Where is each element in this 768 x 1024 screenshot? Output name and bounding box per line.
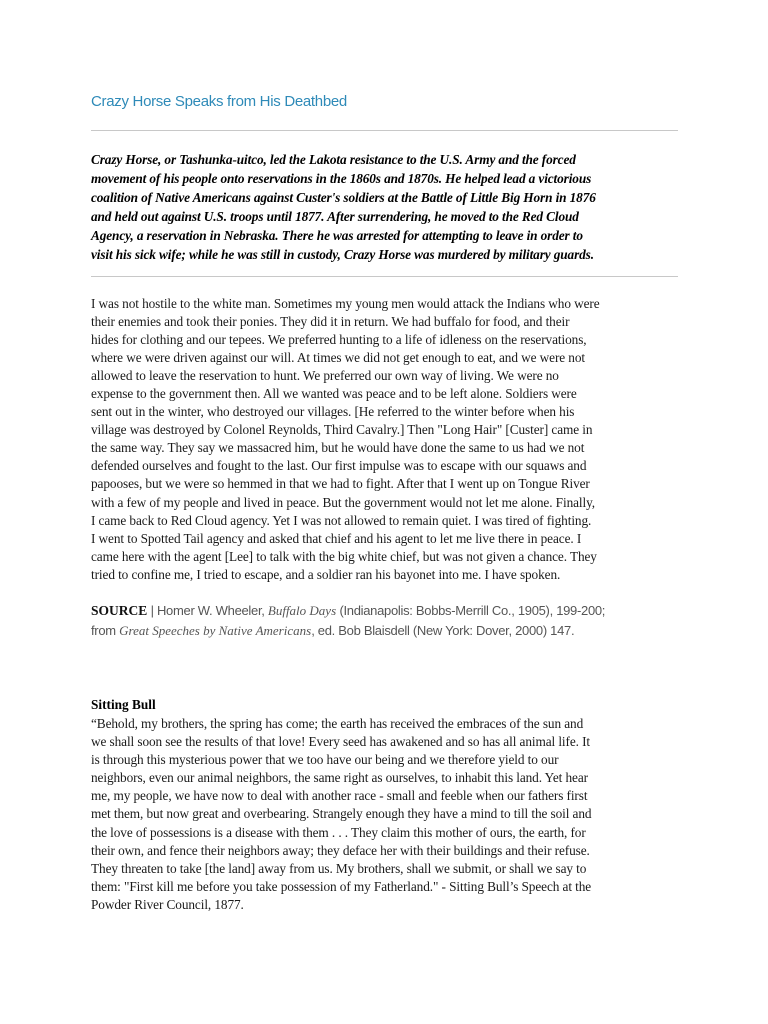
sitting-bull-line: Powder River Council, 1877. [91,896,244,912]
intro-line: Crazy Horse, or Tashunka-uitco, led the Lakota resistance to the U.S. Army and the forced [91,152,576,167]
intro-divider [91,276,678,277]
sitting-bull-speech [91,715,681,914]
document-title: Crazy Horse Speaks from His Deathbed [91,93,347,110]
source-separator: | [147,603,157,618]
source-label: SOURCE [91,603,148,618]
sitting-bull-line: met them, but now great and overbearing. Strangely enough they have a mind to till the soil and [91,806,592,822]
sitting-bull-line: them: "First kill me before you take possession of my Fatherland." - Sitting Bull’s Speech at the [91,878,592,894]
intro-line: and held out against U.S. troops until 1877. After surrendering, he moved to the Red Cloud [91,209,579,224]
speech-line: with a few of my people and lived in peace. But the government would not let me alone. Finally, [91,494,596,510]
source-from: from [91,623,120,638]
title-divider [91,130,678,131]
speech-line: allowed to leave the reservation to hunt. We preferred our own way of living. We were no [91,368,559,384]
source-line [91,621,681,641]
speech-line: defended ourselves and fought to the last. Our first impulse was to escape with our squaws and [91,458,587,474]
speech-line: where we were driven against our will. At times we did not get enough to eat, and we were not [91,350,585,366]
speech-line: came here with the agent [Lee] to talk with the big white chief, but was not given a chance. They [91,548,597,564]
source-anthology-publication: , ed. Bob Blaisdell (New York: Dover, 2000) 147. [311,623,575,638]
source-author: Homer W. Wheeler, [156,603,268,618]
speech-line: their enemies and took their ponies. They did it in return. We had buffalo for food, and their [91,314,570,330]
intro-line: movement of his people onto reservations in the 1860s and 1870s. He helped lead a victorious [91,171,592,186]
speech-line: sent out in the winter, who destroyed our villages. [He referred to the winter before when his [91,404,575,420]
intro-line: Agency, a reservation in Nebraska. There he was arrested for attempting to leave in order to [91,228,583,243]
source-publication: (Indianapolis: Bobbs-Merrill Co., 1905), 199-200; [336,603,606,618]
speech-line: papooses, but we were so hemmed in that we had to fight. After that I went up on Tongue River [91,476,590,492]
speech-line: tried to confine me, I tried to escape, and a soldier ran his bayonet into me. I have spoken. [91,566,561,582]
speech-line: hides for clothing and our tepees. We preferred hunting to a life of idleness on the reservations, [91,332,587,348]
speech-line: I came back to Red Cloud agency. Yet I was not allowed to remain quiet. I was tired of fighting. [91,512,592,528]
source-citation [91,601,681,641]
speech-line: I was not hostile to the white man. Sometimes my young men would attack the Indians who were [91,296,600,311]
source-line [91,601,681,621]
speech-line: the same way. They say we massacred him, but he would have done the same to us had we not [91,440,585,456]
sitting-bull-line: “Behold, my brothers, the spring has come; the earth has received the embraces of the sun and [91,716,584,731]
source-anthology-title: Great Speeches by Native Americans [119,623,312,638]
sitting-bull-line: neighbors, even our animal neighbors, the same right as ourselves, to inhabit this land. Yet hear [91,770,588,786]
intro-paragraph [91,150,678,264]
speech-line: I went to Spotted Tail agency and asked that chief and his agent to let me live there in peace. I [91,530,582,546]
sitting-bull-line: we shall soon see the results of that love! Every seed has awakened and so has all animal life. It [91,734,591,750]
intro-line: coalition of Native Americans against Custer's soldiers at the Battle of Little Big Horn in 1876 [91,190,596,205]
sitting-bull-line: is through this mysterious power that we too have our being and we therefore yield to our [91,752,559,768]
sitting-bull-line: the love of possessions is a disease with them . . . They claim this mother of ours, the earth, for [91,824,586,840]
speech-line: village was destroyed by Colonel Reynolds, Third Cavalry.] Then "Long Hair" [Custer] came in [91,422,593,438]
sitting-bull-line: They threaten to take [the land] away from us. My brothers, shall we submit, or shall we say to [91,860,587,876]
crazy-horse-speech [91,295,681,584]
sitting-bull-line: their own, and fence their neighbors away; they deface her with their buildings and their refuse. [91,842,590,858]
sitting-bull-heading: Sitting Bull [91,697,156,712]
intro-line: visit his sick wife; while he was still in custody, Crazy Horse was murdered by military guards. [91,247,594,262]
sitting-bull-line: me, my people, we have now to deal with another race - small and feeble when our fathers first [91,788,588,804]
source-book-title: Buffalo Days [267,603,337,618]
speech-line: expense to the government then. All we wanted was peace and to be left alone. Soldiers were [91,386,577,402]
